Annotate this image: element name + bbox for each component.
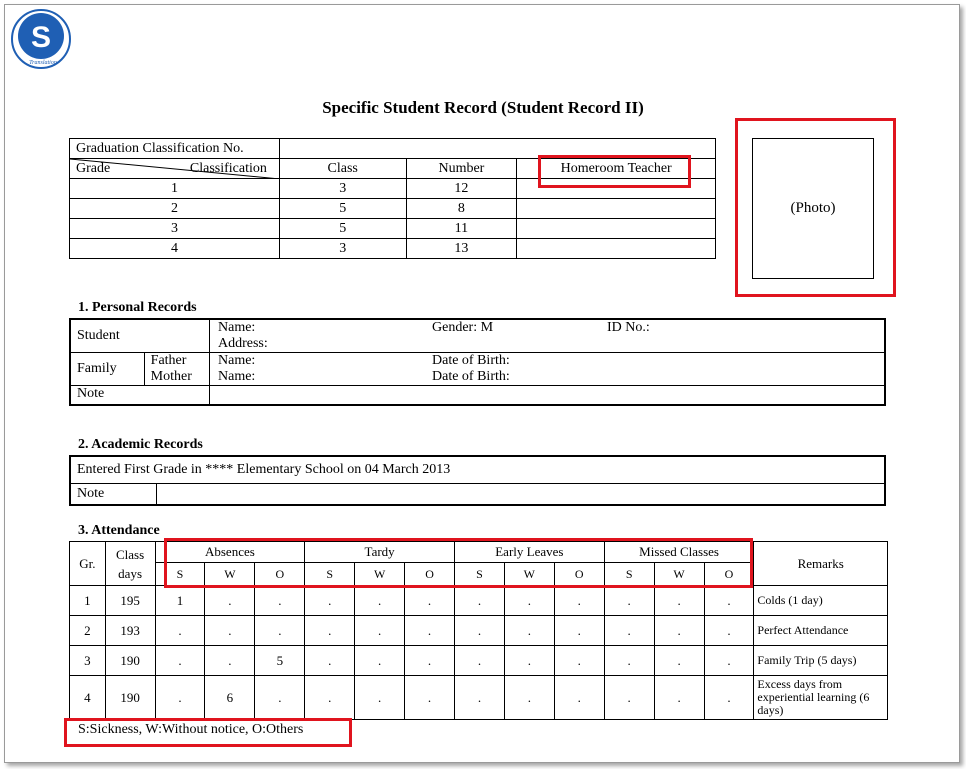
attendance-count: . xyxy=(205,616,255,646)
grad-row-number: 12 xyxy=(406,179,517,199)
grad-row xyxy=(70,199,716,219)
attendance-count: . xyxy=(654,616,704,646)
grade-col-header: Gr. xyxy=(70,542,106,586)
address-label: Address: xyxy=(218,336,268,351)
attendance-count: . xyxy=(704,616,754,646)
attendance-remarks: Excess days from experiential learning (6 days) xyxy=(754,676,888,720)
attendance-row xyxy=(70,646,888,676)
classification-col-label: Classification xyxy=(189,160,267,176)
grad-row-teacher xyxy=(517,239,716,259)
attendance-count: . xyxy=(504,586,554,616)
grad-row-grade: 2 xyxy=(70,199,280,219)
grade-col-label: Grade xyxy=(76,160,111,176)
attendance-heading: 3. Attendance xyxy=(78,523,160,538)
attendance-count: . xyxy=(305,616,355,646)
grad-row-class: 5 xyxy=(279,219,406,239)
attendance-count: 5 xyxy=(255,646,305,676)
grad-row-teacher xyxy=(517,199,716,219)
attendance-count: . xyxy=(255,616,305,646)
tardy-header: Tardy xyxy=(305,542,455,563)
class-col-label: Class xyxy=(279,159,406,179)
svg-text:S: S xyxy=(30,21,52,54)
father-label: Father xyxy=(150,353,187,368)
attendance-count: . xyxy=(205,646,255,676)
remarks-col-header: Remarks xyxy=(754,542,888,586)
attendance-row xyxy=(70,676,888,720)
sub-w: W xyxy=(504,563,554,586)
grad-row-teacher xyxy=(517,219,716,239)
attendance-count: . xyxy=(355,616,405,646)
sub-s: S xyxy=(155,563,205,586)
grad-row-class: 3 xyxy=(279,179,406,199)
class-days-label-2: days xyxy=(118,565,143,581)
homeroom-teacher-highlight xyxy=(538,155,691,188)
attendance-row xyxy=(70,586,888,616)
attendance-count: . xyxy=(454,676,504,720)
attendance-count: 6 xyxy=(205,676,255,720)
mother-label: Mother xyxy=(150,369,192,384)
early-leaves-header: Early Leaves xyxy=(454,542,604,563)
attendance-grade: 4 xyxy=(70,676,106,720)
attendance-row xyxy=(70,616,888,646)
attendance-count: . xyxy=(155,676,205,720)
attendance-remarks: Perfect Attendance xyxy=(754,616,888,646)
attendance-count: . xyxy=(405,676,455,720)
attendance-count: . xyxy=(355,586,405,616)
grad-row-class: 5 xyxy=(279,199,406,219)
grade-classification-header xyxy=(70,159,280,179)
translation-logo xyxy=(10,8,72,70)
attendance-count: . xyxy=(305,646,355,676)
legend-highlight xyxy=(64,718,352,747)
gender-label: Gender: M xyxy=(432,320,494,335)
attendance-count: . xyxy=(504,616,554,646)
personal-records-heading: 1. Personal Records xyxy=(78,300,197,315)
attendance-count: 1 xyxy=(155,586,205,616)
attendance-count: . xyxy=(255,676,305,720)
attendance-count: . xyxy=(155,646,205,676)
attendance-count: . xyxy=(604,616,654,646)
attendance-count: . xyxy=(205,586,255,616)
attendance-count: . xyxy=(355,646,405,676)
academic-note-value xyxy=(157,484,886,506)
student-label: Student xyxy=(70,319,210,353)
attendance-count: . xyxy=(355,676,405,720)
personal-note-value xyxy=(210,386,886,406)
attendance-grade: 1 xyxy=(70,586,106,616)
attendance-count: . xyxy=(454,616,504,646)
attendance-class-days: 195 xyxy=(105,586,155,616)
personal-records-table xyxy=(69,318,886,406)
id-label: ID No.: xyxy=(607,320,650,335)
grad-row-number: 8 xyxy=(406,199,517,219)
grad-row-grade: 3 xyxy=(70,219,280,239)
attendance-count: . xyxy=(504,646,554,676)
academic-note-label: Note xyxy=(70,484,157,506)
class-days-label-1: Class xyxy=(116,546,145,562)
sub-s: S xyxy=(604,563,654,586)
student-name-label: Name: xyxy=(218,320,256,335)
attendance-count: . xyxy=(305,586,355,616)
attendance-count: . xyxy=(255,586,305,616)
attendance-class-days: 190 xyxy=(105,676,155,720)
attendance-count: . xyxy=(704,646,754,676)
attendance-count: . xyxy=(704,676,754,720)
sub-o: O xyxy=(704,563,754,586)
homeroom-teacher-col-label: Homeroom Teacher xyxy=(517,159,716,179)
sub-o: O xyxy=(554,563,604,586)
attendance-count: . xyxy=(454,646,504,676)
attendance-count: . xyxy=(504,676,554,720)
attendance-count: . xyxy=(405,586,455,616)
grad-row-grade: 1 xyxy=(70,179,280,199)
sub-s: S xyxy=(305,563,355,586)
grad-row-grade: 4 xyxy=(70,239,280,259)
absences-header: Absences xyxy=(155,542,305,563)
family-info xyxy=(210,353,886,386)
attendance-count: . xyxy=(155,616,205,646)
attendance-count: . xyxy=(554,586,604,616)
mother-dob-label: Date of Birth: xyxy=(432,369,510,384)
attendance-count: . xyxy=(604,586,654,616)
family-label: Family xyxy=(70,353,144,386)
attendance-count: . xyxy=(654,586,704,616)
attendance-count: . xyxy=(654,676,704,720)
diagonal-line xyxy=(70,159,280,179)
attendance-legend: S:Sickness, W:Without notice, O:Others xyxy=(78,722,304,737)
student-info xyxy=(210,319,886,353)
attendance-count: . xyxy=(305,676,355,720)
attendance-remarks: Family Trip (5 days) xyxy=(754,646,888,676)
grad-row xyxy=(70,239,716,259)
grad-row-number: 11 xyxy=(406,219,517,239)
academic-records-table xyxy=(69,455,886,506)
sub-w: W xyxy=(355,563,405,586)
class-days-col-header xyxy=(105,542,155,586)
number-col-label: Number xyxy=(406,159,517,179)
academic-entry: Entered First Grade in **** Elementary School on 04 March 2013 xyxy=(70,456,885,484)
attendance-count: . xyxy=(405,646,455,676)
grad-row xyxy=(70,219,716,239)
attendance-count: . xyxy=(604,646,654,676)
mother-name-label: Name: xyxy=(218,369,256,384)
academic-records-heading: 2. Academic Records xyxy=(78,437,203,452)
sub-w: W xyxy=(654,563,704,586)
sub-w: W xyxy=(205,563,255,586)
attendance-categories-highlight xyxy=(164,538,753,588)
attendance-count: . xyxy=(704,586,754,616)
attendance-count: . xyxy=(654,646,704,676)
attendance-class-days: 190 xyxy=(105,646,155,676)
father-name-label: Name: xyxy=(218,353,256,368)
attendance-grade: 2 xyxy=(70,616,106,646)
attendance-count: . xyxy=(554,676,604,720)
personal-note-label: Note xyxy=(70,386,210,406)
attendance-count: . xyxy=(604,676,654,720)
svg-text:Translation: Translation xyxy=(29,60,57,66)
grad-row-number: 13 xyxy=(406,239,517,259)
attendance-count: . xyxy=(554,646,604,676)
sub-s: S xyxy=(454,563,504,586)
photo-placeholder: (Photo) xyxy=(752,138,874,279)
grad-header: Graduation Classification No. xyxy=(70,139,280,159)
attendance-count: . xyxy=(454,586,504,616)
grad-row-class: 3 xyxy=(279,239,406,259)
attendance-count: . xyxy=(554,616,604,646)
sub-o: O xyxy=(405,563,455,586)
attendance-class-days: 193 xyxy=(105,616,155,646)
attendance-remarks: Colds (1 day) xyxy=(754,586,888,616)
missed-classes-header: Missed Classes xyxy=(604,542,754,563)
father-dob-label: Date of Birth: xyxy=(432,353,510,368)
document-title: Specific Student Record (Student Record II) xyxy=(322,98,644,117)
sub-o: O xyxy=(255,563,305,586)
attendance-grade: 3 xyxy=(70,646,106,676)
attendance-count: . xyxy=(405,616,455,646)
